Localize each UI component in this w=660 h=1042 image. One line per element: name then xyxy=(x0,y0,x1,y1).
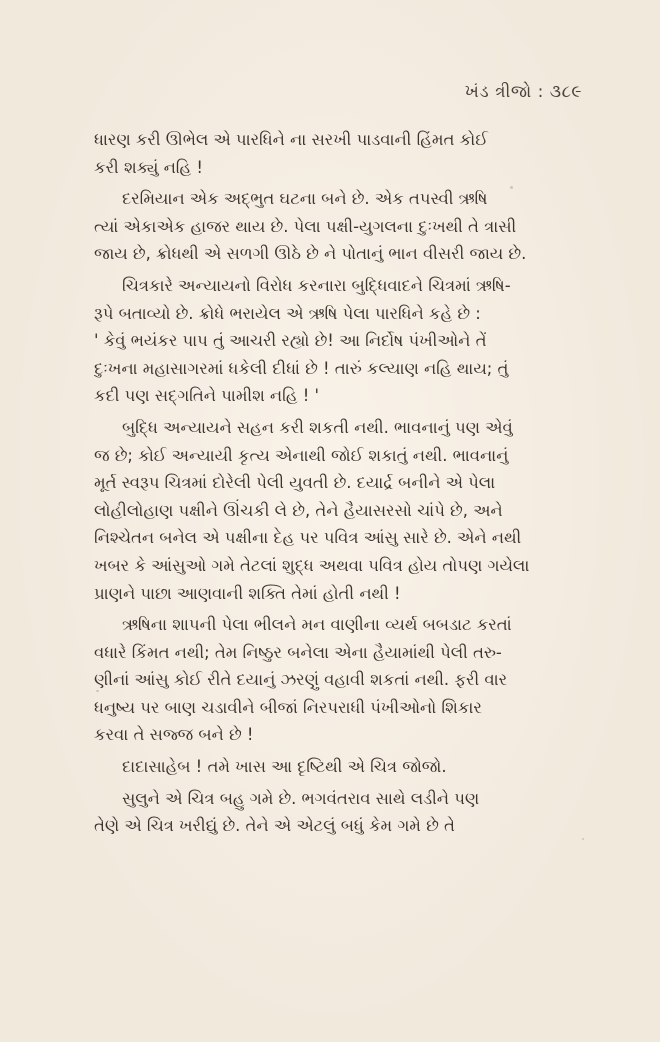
text-line: જાય છે, ક્રોધથી એ સળગી ઊઠે છે ને પોતાનું ભાન વીસરી જાય છે. xyxy=(94,244,527,264)
text-line: ધારણ કરી ઊભેલ એ પારધિને ના સરખી પાડવાની હિંમત કોઈ xyxy=(94,130,488,149)
text-line: ણીનાં આંસુ કોઈ રીતે દયાનું ઝરણું વહાવી શકતાં નથી. ફરી વાર xyxy=(94,670,508,690)
running-head: ખંડ ત્રીજો : ૩૮૯ xyxy=(464,82,582,102)
text-line: દાદાસાહેબ ! તમે ખાસ આ દૃષ્ટિથી એ ચિત્ર જોજો. xyxy=(122,757,447,777)
paragraph-7 xyxy=(94,785,588,840)
text-line: વધારે કિંમત નથી; તેમ નિષ્ઠુર બનેલા એના હૈયામાંથી પેલી તરુ- xyxy=(94,642,502,662)
text-line: સુલુને એ ચિત્ર બહુ ગમે છે. ભગવંતરાવ સાથે લડીને પણ xyxy=(122,788,480,808)
text-line: કરવા તે સજ્જ બને છે ! xyxy=(94,725,254,745)
text-line: લોહીલોહાણ પક્ષીને ઊંચકી લે છે, તેને હૈયાસરસો ચાંપે છે, અને xyxy=(94,500,503,520)
paragraph-6 xyxy=(94,753,588,781)
paragraph-2 xyxy=(94,185,588,268)
paper-speck xyxy=(582,838,584,840)
paragraph-4 xyxy=(94,414,588,607)
paragraph-1 xyxy=(94,126,588,181)
text-line: કદી પણ સદ્ગતિને પામીશ નહિ ! ' xyxy=(94,386,319,406)
text-line: ચિત્રકારે અન્યાયનો વિરોધ કરનારા બુદ્ધિવાદને ચિત્રમાં ઋષિ- xyxy=(122,275,511,295)
text-line: દુઃખના મહાસાગરમાં ધકેલી દીધાં છે ! તારું કલ્યાણ નહિ થાય; તું xyxy=(94,358,509,378)
text-line: તેણે એ ચિત્ર ખરીદ્યું છે. તેને એ એટલું બધું કેમ ગમે છે તે xyxy=(94,816,455,836)
paragraph-5 xyxy=(94,611,588,749)
text-line: નિશ્ચેતન બનેલ એ પક્ષીના દેહ પર પવિત્ર આંસુ સારે છે. એને નથી xyxy=(94,528,522,548)
text-line: ધનુષ્ય પર બાણ ચડાવીને બીજાં નિરપરાધી પંખીઓનો શિકાર xyxy=(94,697,482,717)
text-line: ઋષિના શાપની પેલા ભીલને મન વાણીના વ્યર્થ બબડાટ કરતાં xyxy=(122,615,512,635)
body-text xyxy=(94,126,588,844)
paragraph-3 xyxy=(94,272,588,410)
text-line: મૂર્ત સ્વરૂપ ચિત્રમાં દોરેલી પેલી યુવતી છે. દયાર્દ્ર બનીને એ પેલા xyxy=(94,473,496,493)
text-line: ત્યાં એકાએક હાજર થાય છે. પેલા પક્ષી-યુગલના દુઃખથી તે ત્રાસી xyxy=(94,216,517,236)
paper-speck xyxy=(510,186,513,189)
text-line: જ છે; કોઈ અન્યાયી કૃત્ય એનાથી જોઈ શકાતું નથી. ભાવનાનું xyxy=(94,445,509,465)
text-line: રૂપે બતાવ્યો છે. ક્રોધે ભરાયેલ એ ઋષિ પેલા પારધિને કહે છે : xyxy=(94,303,481,323)
text-line: બુદ્ધિ અન્યાયને સહન કરી શકતી નથી. ભાવનાનું પણ એવું xyxy=(122,417,513,437)
paper-speck xyxy=(96,690,99,692)
text-line: ખબર કે આંસુઓ ગમે તેટલાં શુદ્ધ અથવા પવિત્ર હોય તોપણ ગયેલા xyxy=(94,555,530,575)
text-line: ' કેવું ભયંકર પાપ તું આચરી રહ્યો છે! આ નિર્દોષ પંખીઓને તેં xyxy=(94,331,487,351)
text-line: દરમિયાન એક અદ્ભુત ઘટના બને છે. એક તપસ્વી ઋષિ xyxy=(122,189,488,209)
text-line: કરી શક્યું નહિ ! xyxy=(94,157,203,177)
text-line: પ્રાણને પાછા આણવાની શક્તિ તેમાં હોતી નથી ! xyxy=(94,583,401,603)
